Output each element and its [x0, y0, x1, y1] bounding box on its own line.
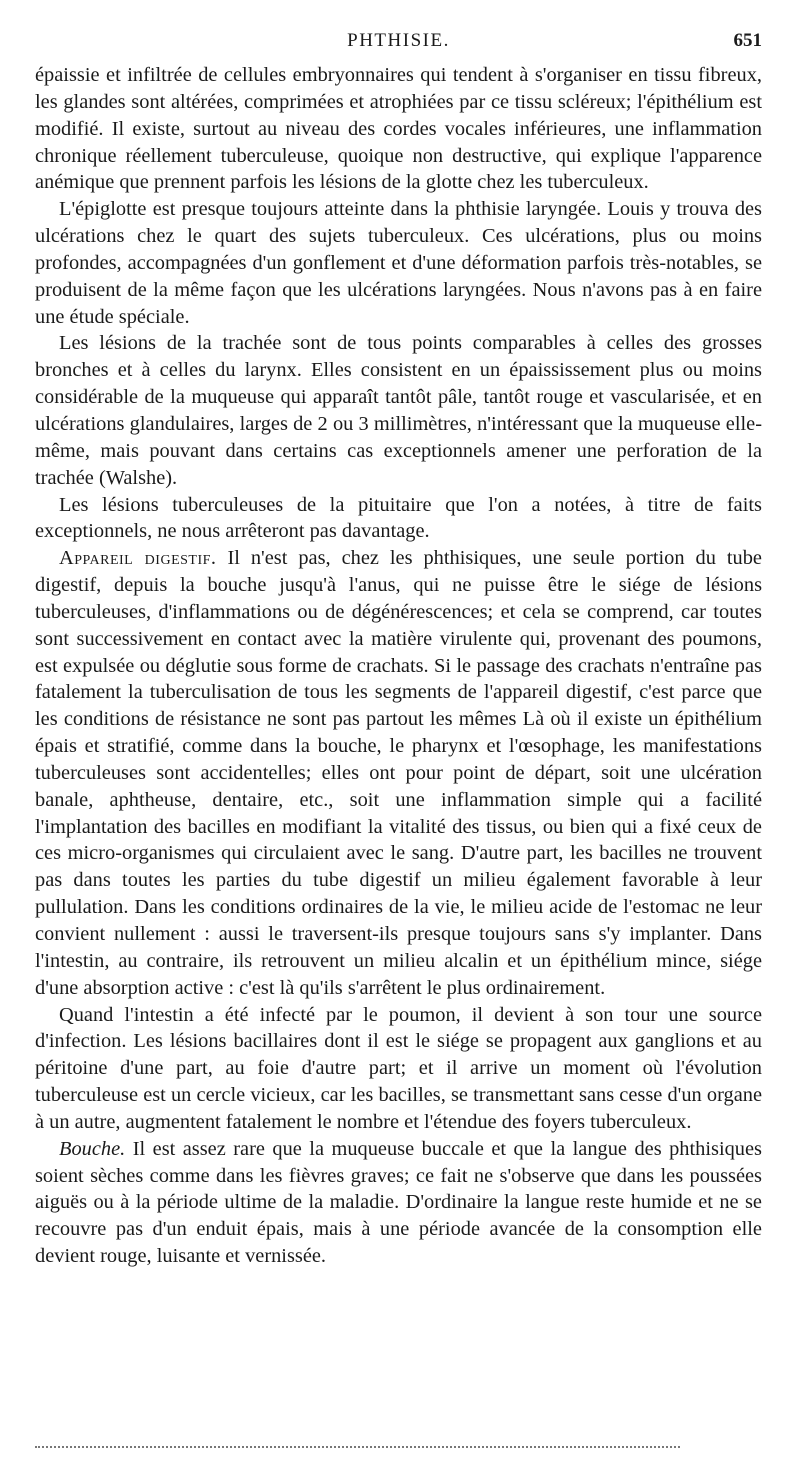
- paragraph-glotte: [35, 62, 762, 196]
- paragraph-text: Les lésions tuberculeuses de la pituitaire que l'on a notées, à titre de faits exceptionnels, ne nous arrêteront pas davantage.: [35, 493, 762, 543]
- paragraph-text: épaissie et infiltrée de cellules embryonnaires qui tendent à s'organiser en tissu fibreux, les glandes sont altérées, comprimées et atrophiées par ce tissu scléreux; l'épithélium est modifié. Il existe, surtout au niveau des cordes vocales inférieures, une inflammation chronique réellement tuberculeuse, quoique non destructive, qui explique l'apparence anémique que prennent parfois les lésions de la glotte chez les tuberculeux.: [35, 64, 762, 194]
- paragraph-intestin: [35, 1002, 762, 1136]
- paragraph-epiglotte: [35, 196, 762, 330]
- paragraph-bouche: [35, 1136, 762, 1270]
- paragraph-trachee: [35, 330, 762, 491]
- paragraph-text: Les lésions de la trachée sont de tous points comparables à celles des grosses bronches et à celles du larynx. Elles consistent en un épaississement plus ou moins considérable de la muqueuse qui apparaît tantôt pâle, tantôt rouge et vascularisée, et en ulcérations glandulaires, larges de 2 ou 3 millimètres, n'intéressant que la muqueuse elle-même, mais pouvant dans certains cas exceptionnels amener une perforation de la trachée (Walshe).: [35, 332, 762, 489]
- page-header: [35, 30, 762, 56]
- paragraph-appareil-digestif: [35, 545, 762, 1001]
- subsection-heading: Bouche.: [59, 1137, 126, 1160]
- paragraph-text: Il est assez rare que la muqueuse buccale et que la langue des phthisiques soient sèches comme dans les fièvres graves; ce fait ne s'observe que dans les poussées aiguës ou à la période ultime de la maladie. D'ordinaire la langue reste humide et ne se recouvre pas d'un enduit épais, mais à une période avancée de la consomption elle devient rouge, luisante et vernissée.: [35, 1137, 762, 1268]
- paragraph-text: Quand l'intestin a été infecté par le poumon, il devient à son tour une source d'infection. Les lésions bacillaires dont il est le siége se propagent aux ganglions et au péritoine d'une part, au foie d'autre part; et il arrive un moment où l'évolution tuberculeuse est un cercle vicieux, car les bacilles, se transmettant sans cesse d'un organe à un autre, augmentent fatalement le nombre et l'étendue des foyers tuberculeux.: [35, 1003, 762, 1133]
- page-number: 651: [733, 30, 762, 51]
- running-head: PHTHISIE.: [347, 30, 450, 51]
- paragraph-text: Il n'est pas, chez les phthisiques, une seule portion du tube digestif, depuis la bouche jusqu'à l'anus, qui ne puisse être le siége de lésions tuberculeuses, d'inflammations ou de dégénérescences; et cela se comprend, car toutes sont successivement en contact avec la matière virulente qui, provenant des poumons, est expulsée ou déglutie sous forme de crachats. Si le passage des crachats n'entraîne pas fatalement la tuberculisation de tous les segments de l'appareil digestif, c'est parce que les conditions de résistance ne sont pas partout les mêmes Là où il existe un épithélium épais et stratifié, comme dans la bouche, le pharynx et l'œsophage, les manifestations tuberculeuses sont accidentelles; elles ont pour point de départ, soit une ulcération banale, aphtheuse, dentaire, etc., soit une inflammation simple qui a facilité l'implantation des bacilles en modifiant la vitalité des tissus, ou bien qui a fixé ceux de ces micro-organismes qui circulaient avec le sang. D'autre part, les bacilles ne trouvent pas dans toutes les parties du tube digestif un milieu également favorable à leur pullulation. Dans les conditions ordinaires de la vie, le milieu acide de l'estomac ne leur convient nullement : aussi le traversent-ils presque toujours sans s'y implanter. Dans l'intestin, au contraire, ils retrouvent un milieu alcalin et un épithélium mince, siége d'une absorption active : c'est là qu'ils s'arrêtent le plus ordinairement.: [35, 547, 762, 999]
- paragraph-text: L'épiglotte est presque toujours atteinte dans la phthisie laryngée. Louis y trouva des ulcérations chez le quart des sujets tuberculeux. Ces ulcérations, plus ou moins profondes, accompagnées d'un gonflement et d'une déformation parfois très-notables, se produisent de la même façon que les ulcérations laryngées. Nous n'avons pas à en faire une étude spéciale.: [35, 198, 762, 328]
- section-heading: Appareil digestif.: [59, 547, 217, 570]
- body-text: [35, 62, 762, 1270]
- footer-dotted-rule: [35, 1446, 680, 1448]
- paragraph-pituitaire: [35, 492, 762, 546]
